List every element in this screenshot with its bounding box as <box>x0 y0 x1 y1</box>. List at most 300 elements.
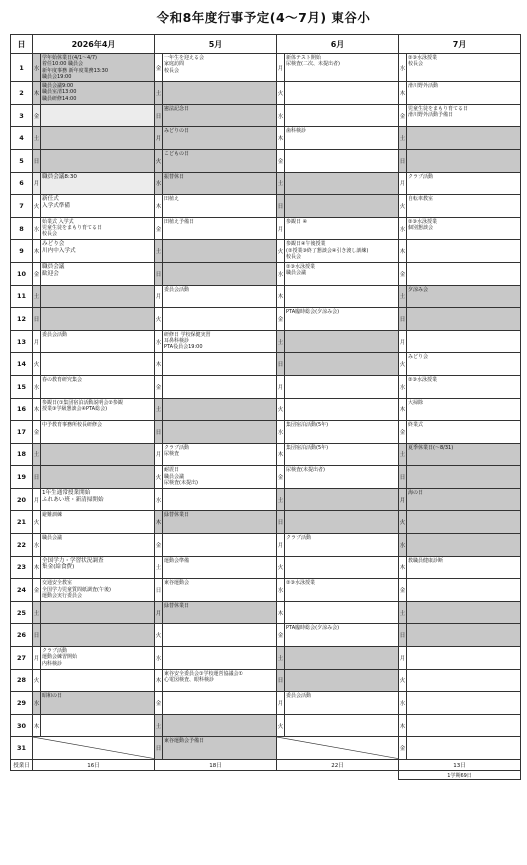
april-event-cell: 参観日(①集団宿泊活動説明会②参観 授業③学級懇談会④PTA総会) <box>41 398 155 421</box>
day-number: 22 <box>11 534 33 557</box>
may-weekday: 日 <box>155 104 163 127</box>
april-event-cell <box>41 285 155 308</box>
may-weekday: 火 <box>155 466 163 489</box>
may-weekday: 日 <box>155 421 163 444</box>
may-event-cell <box>163 398 277 421</box>
july-weekday: 金 <box>399 421 407 444</box>
may-event-cell: 運動会準備 <box>163 556 277 579</box>
may-weekday: 木 <box>155 353 163 376</box>
may-weekday: 月 <box>155 127 163 150</box>
june-event-cell <box>285 82 399 105</box>
june-event-cell <box>285 488 399 511</box>
july-weekday: 日 <box>399 624 407 647</box>
header-row <box>11 35 521 54</box>
may-event-cell: 東谷運動会 <box>163 579 277 602</box>
july-weekday: 木 <box>399 714 407 737</box>
june-event-cell <box>285 647 399 670</box>
may-event-cell <box>163 488 277 511</box>
may-event-cell: 田植え予備日 <box>163 217 277 240</box>
may-event-cell: クラブ活動 尿検査 <box>163 443 277 466</box>
june-weekday: 木 <box>277 601 285 624</box>
july-weekday: 木 <box>399 240 407 263</box>
july-weekday: 火 <box>399 511 407 534</box>
header-july: 7月 <box>399 35 521 54</box>
day-number: 11 <box>11 285 33 308</box>
july-event-cell: ②③水泳授業 <box>407 375 521 398</box>
april-weekday: 土 <box>33 285 41 308</box>
may-weekday: 金 <box>155 217 163 240</box>
june-weekday: 火 <box>277 556 285 579</box>
july-event-cell <box>407 127 521 150</box>
april-event-cell <box>41 443 155 466</box>
april-event-cell: みどり会 川内中入学式 <box>41 240 155 263</box>
july-event-cell <box>407 647 521 670</box>
july-weekday: 月 <box>399 172 407 195</box>
may-event-cell: みどりの日 <box>163 127 277 150</box>
july-event-cell <box>407 669 521 692</box>
day-row <box>11 127 521 150</box>
april-event-cell: 全国学力・学習状況調査 集金(給食費) <box>41 556 155 579</box>
june-event-cell: 参観日④午後授業 (②授業③終了懇談会④引き渡し訓練) 校長会 <box>285 240 399 263</box>
july-weekday: 水 <box>399 217 407 240</box>
day-row <box>11 330 521 353</box>
may-weekday: 火 <box>155 308 163 331</box>
class-days-row <box>11 760 521 771</box>
july-event-cell: ②③水泳授業 個別懇談会 <box>407 217 521 240</box>
day-row <box>11 308 521 331</box>
day-number: 18 <box>11 443 33 466</box>
june-weekday: 土 <box>277 488 285 511</box>
day-row <box>11 285 521 308</box>
day-number: 9 <box>11 240 33 263</box>
july-event-cell: ②③水泳授業 校長会 <box>407 54 521 82</box>
june-weekday: 日 <box>277 195 285 218</box>
class-days-may: 18日 <box>155 760 277 771</box>
april-weekday: 金 <box>33 262 41 285</box>
april-weekday: 木 <box>33 556 41 579</box>
may-event-cell: 緑替休業日 <box>163 511 277 534</box>
april-event-cell: 交通安全教室 全国学力児童質問紙調査(午後) 運動会実行委員会 <box>41 579 155 602</box>
day-row <box>11 353 521 376</box>
june-weekday: 日 <box>277 669 285 692</box>
day-number: 30 <box>11 714 33 737</box>
may-weekday: 土 <box>155 556 163 579</box>
july-event-cell <box>407 601 521 624</box>
day-number: 19 <box>11 466 33 489</box>
may-event-cell <box>163 421 277 444</box>
july-event-cell: 教職員健康診断 <box>407 556 521 579</box>
june-event-cell <box>285 511 399 534</box>
day-number: 24 <box>11 579 33 602</box>
may-weekday: 土 <box>155 240 163 263</box>
june-weekday: 月 <box>277 534 285 557</box>
july-event-cell <box>407 308 521 331</box>
day-row <box>11 669 521 692</box>
day-row <box>11 172 521 195</box>
july-event-cell <box>407 240 521 263</box>
july-weekday: 水 <box>399 375 407 398</box>
day-row <box>11 737 521 760</box>
july-event-cell: 児童生徒をまもり育てる日 滑川野外活動予備日 <box>407 104 521 127</box>
may-event-cell: 東谷運動会予備日 <box>163 737 277 760</box>
may-weekday: 月 <box>155 443 163 466</box>
may-weekday: 月 <box>155 285 163 308</box>
july-weekday: 金 <box>399 737 407 760</box>
july-event-cell: 滑川野外活動 <box>407 82 521 105</box>
may-event-cell <box>163 262 277 285</box>
june-event-cell <box>285 375 399 398</box>
july-weekday: 木 <box>399 82 407 105</box>
april-event-cell <box>41 149 155 172</box>
may-event-cell: 緑替休業日 <box>163 601 277 624</box>
june-event-cell <box>285 104 399 127</box>
day-row <box>11 149 521 172</box>
april-weekday: 日 <box>33 624 41 647</box>
day-row <box>11 195 521 218</box>
july-weekday: 金 <box>399 579 407 602</box>
april-weekday: 火 <box>33 195 41 218</box>
july-event-cell <box>407 534 521 557</box>
may-weekday: 水 <box>155 647 163 670</box>
july-event-cell: 大掃除 <box>407 398 521 421</box>
april-event-cell: 春の教育研究集会 <box>41 375 155 398</box>
april-event-cell: 職員会議8:30 <box>41 172 155 195</box>
day-number: 3 <box>11 104 33 127</box>
may-event-cell <box>163 308 277 331</box>
day-number: 29 <box>11 692 33 715</box>
july-event-cell <box>407 737 521 760</box>
july-weekday: 土 <box>399 443 407 466</box>
may-event-cell: 委員会活動 <box>163 285 277 308</box>
april-weekday: 水 <box>33 692 41 715</box>
june-weekday: 金 <box>277 308 285 331</box>
may-event-cell: こどもの日 <box>163 149 277 172</box>
may-event-cell <box>163 353 277 376</box>
may-weekday: 木 <box>155 669 163 692</box>
header-day: 日 <box>11 35 33 54</box>
april-event-cell: 昭和の日 <box>41 692 155 715</box>
day-number: 17 <box>11 421 33 444</box>
april-weekday: 水 <box>33 375 41 398</box>
june-weekday: 木 <box>277 127 285 150</box>
july-weekday: 月 <box>399 488 407 511</box>
may-weekday: 金 <box>155 54 163 82</box>
june-weekday: 日 <box>277 511 285 534</box>
may-event-cell: 研修日 学校保健実習 耳鼻科検診 PTA役員会19:00 <box>163 330 277 353</box>
june-event-cell <box>285 330 399 353</box>
july-weekday: 土 <box>399 285 407 308</box>
day-number: 27 <box>11 647 33 670</box>
schedule-table <box>10 34 521 780</box>
june-weekday: 火 <box>277 398 285 421</box>
june-weekday: 月 <box>277 54 285 82</box>
april-event-cell: クラブ活動 運動会練習開始 内科検診 <box>41 647 155 670</box>
june-weekday: 土 <box>277 647 285 670</box>
april-event-cell: 職員会議9:00 職員室清13:00 職員研修14:00 <box>41 82 155 105</box>
april-weekday: 月 <box>33 172 41 195</box>
may-event-cell <box>163 647 277 670</box>
april-weekday: 土 <box>33 443 41 466</box>
day-number: 2 <box>11 82 33 105</box>
may-event-cell: 憲法記念日 <box>163 104 277 127</box>
day-number: 10 <box>11 262 33 285</box>
page-title: 令和8年度行事予定(4〜7月) 東谷小 <box>156 10 371 25</box>
may-weekday: 水 <box>155 330 163 353</box>
may-event-cell <box>163 624 277 647</box>
june-weekday: 月 <box>277 692 285 715</box>
april-weekday: 日 <box>33 149 41 172</box>
day-number: 1 <box>11 54 33 82</box>
april-event-cell <box>41 669 155 692</box>
day-number: 13 <box>11 330 33 353</box>
may-event-cell <box>163 82 277 105</box>
july-weekday: 日 <box>399 308 407 331</box>
may-event-cell <box>163 375 277 398</box>
day-row <box>11 579 521 602</box>
july-weekday: 金 <box>399 262 407 285</box>
day-number: 12 <box>11 308 33 331</box>
june-weekday: 金 <box>277 466 285 489</box>
day-row <box>11 466 521 489</box>
june-event-cell: 委員会活動 <box>285 692 399 715</box>
july-weekday: 金 <box>399 104 407 127</box>
may-weekday: 火 <box>155 149 163 172</box>
april-weekday: 火 <box>33 511 41 534</box>
july-weekday: 月 <box>399 647 407 670</box>
day-row <box>11 624 521 647</box>
july-weekday: 火 <box>399 353 407 376</box>
may-event-cell: 田植え <box>163 195 277 218</box>
june-event-cell <box>285 172 399 195</box>
april-event-cell: 職員会議 <box>41 534 155 557</box>
may-weekday: 日 <box>155 737 163 760</box>
april-weekday: 月 <box>33 488 41 511</box>
july-event-cell <box>407 330 521 353</box>
april-weekday: 月 <box>33 330 41 353</box>
july-event-cell: 終業式 <box>407 421 521 444</box>
april-weekday: 金 <box>33 579 41 602</box>
june-weekday: 木 <box>277 443 285 466</box>
april-event-cell: 学年始休業日(4/1〜4/7) 着任10:00 職員会 新年度事務 新年度業務13:30 職員会19:00 <box>41 54 155 82</box>
day-number: 16 <box>11 398 33 421</box>
july-weekday: 日 <box>399 466 407 489</box>
june-event-cell <box>285 601 399 624</box>
april-weekday: 水 <box>33 54 41 82</box>
class-days-june: 22日 <box>277 760 399 771</box>
april-weekday: 火 <box>33 353 41 376</box>
june-weekday: 土 <box>277 330 285 353</box>
june-no-day-cell <box>277 737 399 760</box>
july-event-cell: 夏季休業日(〜8/31) <box>407 443 521 466</box>
june-event-cell <box>285 398 399 421</box>
may-event-cell: 耐震日 職員会議 尿検査(未提出) <box>163 466 277 489</box>
april-weekday: 水 <box>33 534 41 557</box>
june-weekday: 金 <box>277 149 285 172</box>
july-event-cell <box>407 692 521 715</box>
june-event-cell: 集団宿泊活動(5年) <box>285 443 399 466</box>
day-number: 5 <box>11 149 33 172</box>
april-weekday: 土 <box>33 601 41 624</box>
july-event-cell: 海の日 <box>407 488 521 511</box>
april-weekday: 木 <box>33 82 41 105</box>
may-weekday: 金 <box>155 692 163 715</box>
header-may: 5月 <box>155 35 277 54</box>
day-number: 4 <box>11 127 33 150</box>
may-weekday: 日 <box>155 262 163 285</box>
april-weekday: 木 <box>33 240 41 263</box>
may-weekday: 月 <box>155 601 163 624</box>
day-number: 25 <box>11 601 33 624</box>
day-number: 7 <box>11 195 33 218</box>
june-event-cell: PTA臨時総会(夕涼み会) <box>285 308 399 331</box>
day-number: 28 <box>11 669 33 692</box>
day-number: 14 <box>11 353 33 376</box>
april-weekday: 水 <box>33 217 41 240</box>
june-event-cell <box>285 556 399 579</box>
may-event-cell <box>163 692 277 715</box>
june-weekday: 火 <box>277 240 285 263</box>
may-weekday: 木 <box>155 195 163 218</box>
class-days-label: 授業日 <box>11 760 33 771</box>
day-row <box>11 443 521 466</box>
june-weekday: 金 <box>277 624 285 647</box>
class-days-april: 16日 <box>33 760 155 771</box>
april-weekday: 月 <box>33 647 41 670</box>
july-event-cell <box>407 466 521 489</box>
day-number: 15 <box>11 375 33 398</box>
day-number: 20 <box>11 488 33 511</box>
june-weekday: 水 <box>277 104 285 127</box>
day-row <box>11 534 521 557</box>
july-event-cell <box>407 149 521 172</box>
april-weekday: 金 <box>33 104 41 127</box>
june-event-cell: クラブ活動 <box>285 534 399 557</box>
day-number: 8 <box>11 217 33 240</box>
june-event-cell <box>285 714 399 737</box>
june-event-cell <box>285 669 399 692</box>
april-weekday: 火 <box>33 669 41 692</box>
may-weekday: 土 <box>155 714 163 737</box>
april-event-cell: 職員会議 歓迎会 <box>41 262 155 285</box>
june-event-cell: 参観日 ④ <box>285 217 399 240</box>
day-row <box>11 375 521 398</box>
july-weekday: 日 <box>399 149 407 172</box>
day-number: 6 <box>11 172 33 195</box>
april-weekday: 日 <box>33 466 41 489</box>
day-row <box>11 217 521 240</box>
april-weekday: 木 <box>33 398 41 421</box>
day-row <box>11 262 521 285</box>
april-event-cell: 始業式 入学式 児童生徒をまもり育てる日 校長会 <box>41 217 155 240</box>
april-event-cell: 中予教育事務所校長研修会 <box>41 421 155 444</box>
july-event-cell: 夕涼み会 <box>407 285 521 308</box>
july-weekday: 土 <box>399 601 407 624</box>
day-number: 26 <box>11 624 33 647</box>
day-row <box>11 398 521 421</box>
july-event-cell <box>407 624 521 647</box>
april-no-day-cell <box>33 737 155 760</box>
may-weekday: 水 <box>155 172 163 195</box>
june-event-cell: ②③水泳授業 <box>285 579 399 602</box>
april-weekday: 日 <box>33 308 41 331</box>
june-weekday: 水 <box>277 262 285 285</box>
july-weekday: 木 <box>399 398 407 421</box>
june-weekday: 火 <box>277 82 285 105</box>
may-weekday: 木 <box>155 511 163 534</box>
april-event-cell <box>41 624 155 647</box>
july-event-cell: みどり会 <box>407 353 521 376</box>
july-weekday: 水 <box>399 54 407 82</box>
may-event-cell <box>163 714 277 737</box>
july-event-cell: 自転車教室 <box>407 195 521 218</box>
day-row <box>11 601 521 624</box>
april-event-cell <box>41 127 155 150</box>
may-event-cell: 振替休日 <box>163 172 277 195</box>
july-event-cell: クラブ活動 <box>407 172 521 195</box>
may-event-cell: 一年生を迎える会 家庭訪問 校長会 <box>163 54 277 82</box>
june-event-cell <box>285 353 399 376</box>
june-weekday: 月 <box>277 375 285 398</box>
day-row <box>11 421 521 444</box>
day-row <box>11 556 521 579</box>
may-weekday: 金 <box>155 534 163 557</box>
june-event-cell: ②③水泳授業 職員会議 <box>285 262 399 285</box>
day-row <box>11 240 521 263</box>
may-weekday: 日 <box>155 579 163 602</box>
may-event-cell <box>163 534 277 557</box>
day-row <box>11 692 521 715</box>
may-weekday: 水 <box>155 488 163 511</box>
june-event-cell: 新体テスト開始 尿検査(二次、未提出者) <box>285 54 399 82</box>
april-event-cell: 1年生通常授業開始 ふれあい班・新清掃開始 <box>41 488 155 511</box>
term-days-row <box>11 771 521 780</box>
july-event-cell <box>407 262 521 285</box>
july-weekday: 火 <box>399 669 407 692</box>
april-event-cell <box>41 601 155 624</box>
july-weekday: 火 <box>399 195 407 218</box>
july-weekday: 木 <box>399 556 407 579</box>
july-weekday: 月 <box>399 330 407 353</box>
june-weekday: 土 <box>277 172 285 195</box>
term-days-total: 1学期69日 <box>399 771 521 780</box>
day-row <box>11 54 521 82</box>
header-june: 6月 <box>277 35 399 54</box>
april-event-cell <box>41 714 155 737</box>
june-weekday: 火 <box>277 714 285 737</box>
june-event-cell <box>285 285 399 308</box>
april-weekday: 土 <box>33 127 41 150</box>
may-event-cell: 東谷安全委員会①学校運営協議会① 心電図検査、眼科検診 <box>163 669 277 692</box>
june-event-cell: PTA臨時総会(夕涼み会) <box>285 624 399 647</box>
may-weekday: 火 <box>155 624 163 647</box>
day-number: 21 <box>11 511 33 534</box>
may-weekday: 土 <box>155 398 163 421</box>
june-weekday: 日 <box>277 353 285 376</box>
day-row <box>11 82 521 105</box>
july-weekday: 水 <box>399 534 407 557</box>
june-event-cell <box>285 195 399 218</box>
july-event-cell <box>407 511 521 534</box>
june-event-cell: 歯科検診 <box>285 127 399 150</box>
may-weekday: 土 <box>155 82 163 105</box>
day-row <box>11 714 521 737</box>
class-days-july: 13日 <box>399 760 521 771</box>
june-weekday: 木 <box>277 285 285 308</box>
april-event-cell: 委員会活動 <box>41 330 155 353</box>
july-event-cell <box>407 579 521 602</box>
may-event-cell <box>163 240 277 263</box>
april-event-cell <box>41 308 155 331</box>
